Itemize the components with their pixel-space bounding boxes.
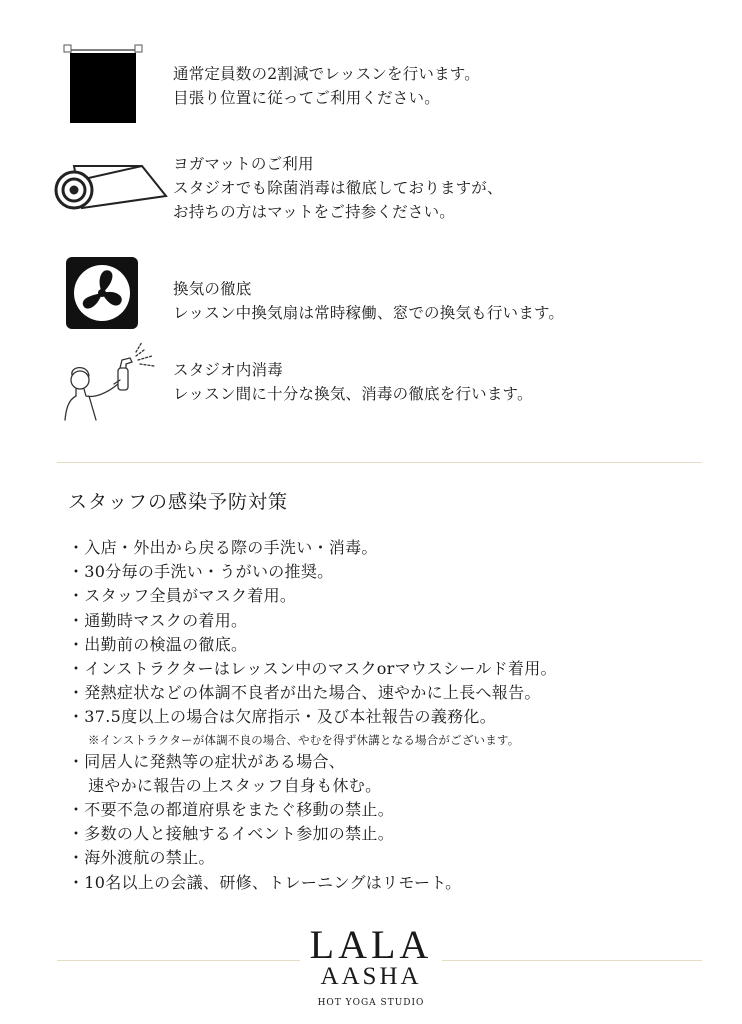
yoga-mat-icon: [52, 152, 170, 216]
measure-2-line-2: スタジオでも除菌消毒は徹底しておりますが、: [173, 179, 503, 197]
measure-4-line-1: スタジオ内消毒: [173, 361, 283, 379]
disinfect-spray-icon: [62, 338, 162, 422]
measure-1-line-1: 通常定員数の2割減でレッスンを行います。: [173, 65, 480, 83]
measure-2-line-1: ヨガマットのご利用: [173, 155, 314, 173]
list-item: ・通勤時マスクの着用。: [68, 610, 248, 630]
list-item: ・海外渡航の禁止。: [68, 848, 215, 868]
measure-2-line-3: お持ちの方はマットをご持参ください。: [173, 203, 455, 221]
measure-1-line-2: 目張り位置に従ってご利用ください。: [173, 89, 440, 107]
list-item: ・10名以上の会議、研修、トレーニングはリモート。: [68, 872, 462, 892]
logo-line-1: LALA: [309, 922, 433, 967]
list-item: ・出勤前の検温の徹底。: [68, 634, 248, 654]
hanging-banner-icon: [62, 42, 144, 126]
measure-4-line-2: レッスン間に十分な換気、消毒の徹底を行います。: [173, 385, 533, 403]
ventilation-fan-icon: [66, 257, 138, 329]
logo-line-2: AASHA: [320, 963, 422, 990]
list-item-continuation: 速やかに報告の上スタッフ自身も休む。: [88, 775, 382, 795]
staff-measures-list: [68, 536, 557, 895]
brand-logo: [300, 922, 442, 1010]
logo-tagline: HOT YOGA STUDIO: [317, 998, 425, 1008]
list-item: ・発熱症状などの体調不良者が出た場合、速やかに上長へ報告。: [68, 683, 541, 703]
section-divider: [57, 462, 702, 463]
measure-3-line-2: レッスン中換気扇は常時稼働、窓での換気も行います。: [173, 304, 565, 322]
list-item: ・インストラクターはレッスン中のマスクorマウスシールド着用。: [68, 659, 557, 679]
list-item: ・同居人に発熱等の症状がある場合、: [68, 751, 346, 771]
measure-3-line-1: 換気の徹底: [173, 280, 252, 298]
instructor-note: ※インストラクターが体調不良の場合、やむを得ず休講となる場合がございます。: [88, 732, 520, 747]
list-item: ・37.5度以上の場合は欠席指示・及び本社報告の義務化。: [68, 707, 497, 727]
list-item: ・不要不急の都道府県をまたぐ移動の禁止。: [68, 800, 395, 820]
list-item: ・スタッフ全員がマスク着用。: [68, 586, 297, 606]
staff-section-title: スタッフの感染予防対策: [68, 491, 289, 513]
list-item: ・多数の人と接触するイベント参加の禁止。: [68, 824, 395, 844]
list-item: ・入店・外出から戻る際の手洗い・消毒。: [68, 538, 378, 557]
list-item: ・30分毎の手洗い・うがいの推奨。: [68, 562, 334, 582]
